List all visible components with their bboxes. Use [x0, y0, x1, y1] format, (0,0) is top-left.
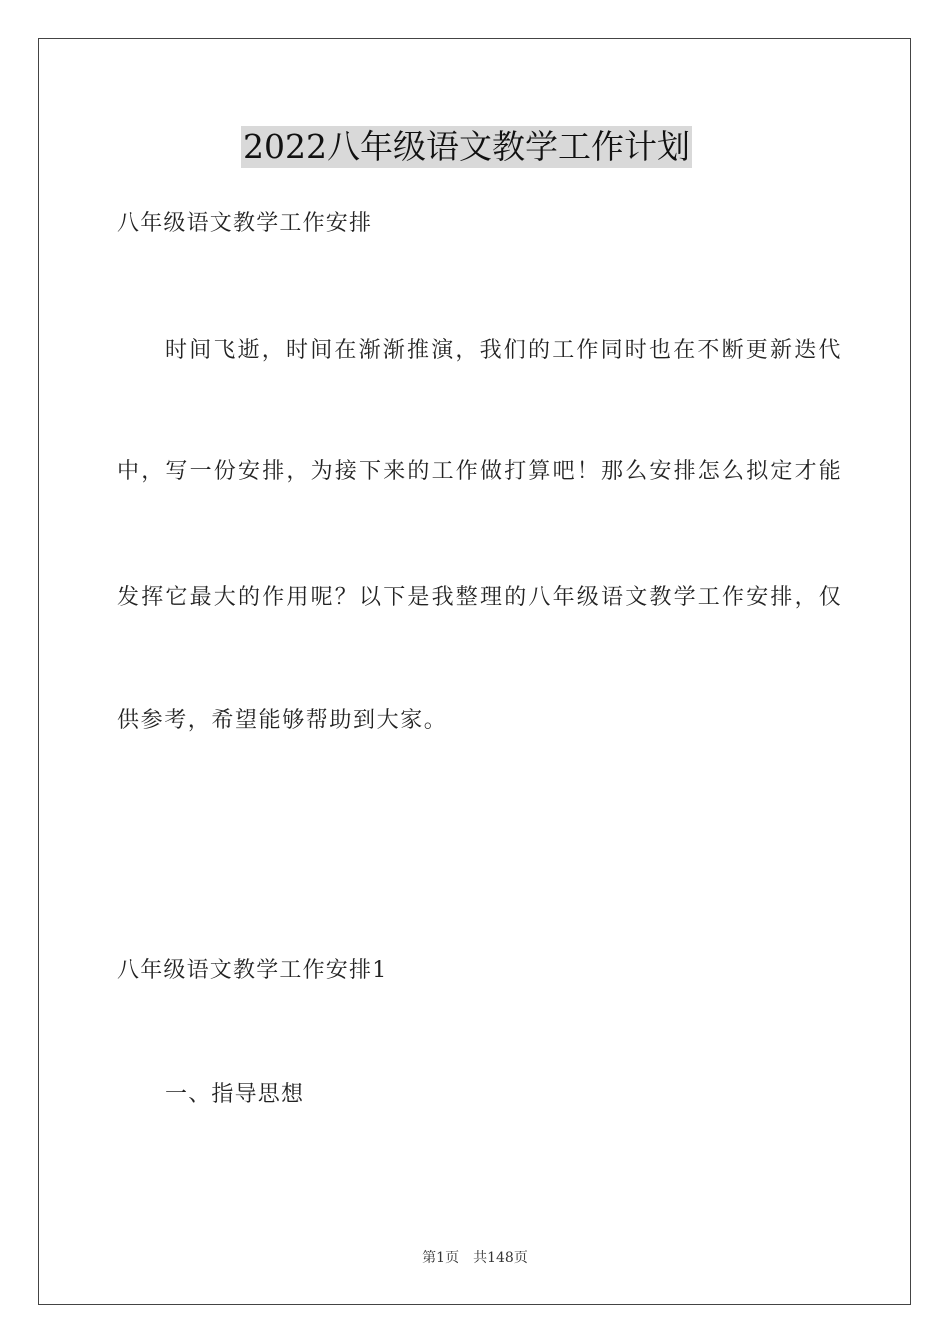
page-footer	[0, 1247, 950, 1267]
intro-line-2: 中，写一份安排，为接下来的工作做打算吧！那么安排怎么拟定才能	[117, 459, 844, 484]
document-title: 2022八年级语文教学工作计划	[243, 127, 690, 166]
page-number: 第1页	[422, 1250, 460, 1266]
intro-line-1: 时间飞逝，时间在渐渐推演，我们的工作同时也在不断更新迭代	[165, 338, 843, 363]
total-pages: 共148页	[473, 1250, 528, 1266]
intro-line-4: 供参考，希望能够帮助到大家。	[117, 708, 448, 733]
section-title: 八年级语文教学工作安排1	[117, 958, 388, 983]
document-subtitle: 八年级语文教学工作安排	[117, 211, 373, 236]
intro-line-3: 发挥它最大的作用呢？以下是我整理的八年级语文教学工作安排，仅	[117, 585, 844, 610]
section-heading-guiding-ideology: 一、指导思想	[165, 1082, 305, 1107]
